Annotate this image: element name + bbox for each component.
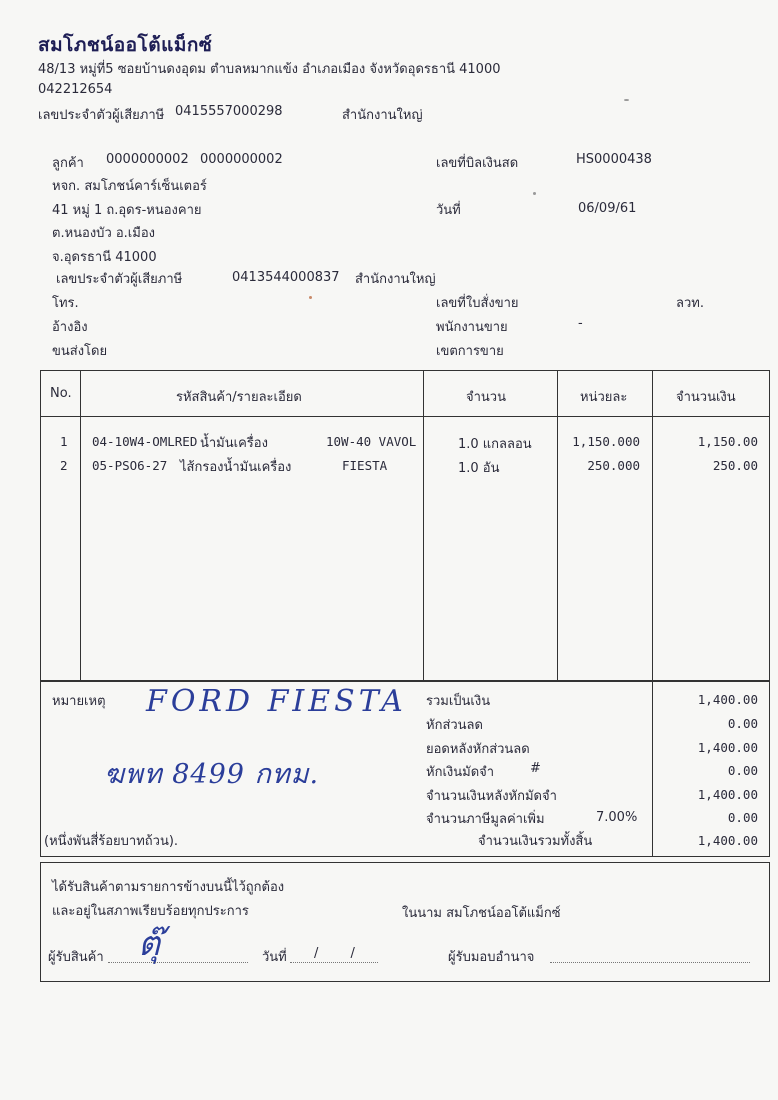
th-description: รหัสสินค้า/รายละเอียด	[176, 390, 302, 405]
total-label-vat: จำนวนภาษีมูลค่าเพิ่ม	[426, 812, 545, 827]
totals-divider	[652, 680, 653, 856]
col-divider-2	[423, 370, 424, 681]
notes-label: หมายเหตุ	[52, 694, 106, 709]
th-no: No.	[50, 386, 72, 401]
row-spec: FIESTA	[342, 458, 388, 473]
authorized-label: ผู้รับมอบอำนาจ	[448, 950, 535, 965]
company-branch: สำนักงานใหญ่	[342, 108, 423, 123]
customer-addr2: ต.หนองบัว อ.เมือง	[52, 226, 155, 241]
customer-ship-label: ขนส่งโดย	[52, 344, 108, 359]
scan-speck	[309, 296, 312, 299]
total-value-vat: 0.00	[727, 810, 758, 825]
customer-tax-id: 0413544000837	[232, 270, 340, 285]
total-label-discount: หักส่วนลด	[426, 718, 483, 733]
row-amount: 1,150.00	[697, 434, 758, 449]
total-value-discount: 0.00	[727, 716, 758, 731]
total-value-deposit: 0.00	[727, 763, 758, 778]
row-unit-price: 1,150.000	[572, 434, 640, 449]
total-value-subtotal: 1,400.00	[697, 692, 758, 707]
th-amount: จำนวนเงิน	[676, 390, 736, 405]
total-label-grand: จำนวนเงินรวมทั้งสิ้น	[478, 834, 593, 849]
handwritten-car-model: FORD FIESTA	[146, 684, 407, 719]
vat-rate: 7.00%	[596, 810, 638, 825]
scan-speck	[533, 192, 536, 195]
receiver-label: ผู้รับสินค้า	[48, 950, 104, 965]
total-label-after-discount: ยอดหลังหักส่วนลด	[426, 742, 530, 757]
receive-date-label: วันที่	[262, 950, 287, 965]
row-unit-price: 250.000	[587, 458, 640, 473]
company-tax-label: เลขประจำตัวผู้เสียภาษี	[38, 108, 165, 123]
footer-received-line1: ได้รับสินค้าตามรายการข้างบนนี้ไว้ถูกต้อง	[52, 880, 285, 895]
sales-value: -	[578, 316, 583, 331]
header-divider	[40, 416, 770, 417]
row-qty: 1.0 อัน	[458, 461, 500, 476]
row-desc: น้ำมันเครื่อง	[200, 436, 268, 451]
company-name: สมโภชน์ออโต้แม็กซ์	[38, 34, 213, 56]
deposit-mark: #	[530, 761, 541, 776]
row-no: 2	[60, 458, 68, 473]
customer-name: หจก. สมโภชน์คาร์เซ็นเตอร์	[52, 179, 207, 194]
company-address: 48/13 หมู่ที่5 ซอยบ้านดงอุดม ตำบลหมากแข้ง อำเภอเมือง จังหวัดอุดรธานี 41000	[38, 62, 501, 77]
total-value-after-deposit: 1,400.00	[697, 787, 758, 802]
col-divider-4	[652, 370, 653, 681]
total-label-after-deposit: จำนวนเงินหลังหักมัดจำ	[426, 789, 557, 804]
footer-on-behalf: ในนาม สมโภชน์ออโต้แม็กซ์	[402, 906, 561, 921]
customer-addr3: จ.อุดรธานี 41000	[52, 250, 157, 265]
invoice-number-label: เลขที่บิลเงินสด	[436, 156, 519, 171]
customer-branch: สำนักงานใหญ่	[355, 272, 436, 287]
receive-date-line	[290, 962, 378, 963]
th-qty: จำนวน	[466, 390, 506, 405]
col-divider-3	[557, 370, 558, 681]
th-unit-price: หน่วยละ	[580, 390, 628, 405]
customer-code1: 0000000002	[106, 152, 189, 167]
sales-label: พนักงานขาย	[436, 320, 508, 335]
authorized-sign-line	[550, 962, 750, 963]
company-phone: 042212654	[38, 82, 113, 97]
row-amount: 250.00	[712, 458, 758, 473]
po-value: ลวท.	[676, 296, 704, 311]
customer-label: ลูกค้า	[52, 156, 84, 171]
customer-ref-label: อ้างอิง	[52, 320, 88, 335]
total-value-grand: 1,400.00	[697, 833, 758, 848]
amount-in-words: (หนึ่งพันสี่ร้อยบาทถ้วน).	[44, 834, 179, 849]
row-code: 04-10W4-OMLRED	[92, 434, 198, 449]
customer-addr1: 41 หมู่ 1 ถ.อุดร-หนองคาย	[52, 203, 202, 218]
po-label: เลขที่ใบสั่งขาย	[436, 296, 519, 311]
row-desc: ไส้กรองน้ำมันเครื่อง	[180, 460, 292, 475]
handwritten-plate: ฆพท 8499 กทม.	[104, 759, 320, 790]
total-label-subtotal: รวมเป็นเงิน	[426, 694, 491, 709]
scan-speck	[624, 99, 629, 101]
receive-date-value: / /	[314, 946, 369, 961]
footer-received-line2: และอยู่ในสภาพเรียบร้อยทุกประการ	[52, 904, 249, 919]
col-divider-1	[80, 370, 81, 681]
receiver-signature: ตุ๊	[138, 924, 161, 964]
receiver-sign-line	[108, 962, 248, 963]
total-value-after-discount: 1,400.00	[697, 740, 758, 755]
row-qty: 1.0 แกลลอน	[458, 437, 532, 452]
customer-phone-label: โทร.	[52, 296, 79, 311]
total-label-deposit: หักเงินมัดจำ	[426, 765, 495, 780]
customer-code2: 0000000002	[200, 152, 283, 167]
company-tax-id: 0415557000298	[175, 104, 283, 119]
invoice-number: HS0000438	[576, 152, 652, 167]
invoice-date-label: วันที่	[436, 203, 461, 218]
row-code: 05-PSO6-27	[92, 458, 168, 473]
row-no: 1	[60, 434, 68, 449]
row-spec: 10W-40 VAVOL	[326, 434, 417, 449]
invoice-date: 06/09/61	[578, 201, 637, 216]
customer-tax-label: เลขประจำตัวผู้เสียภาษี	[56, 272, 183, 287]
zone-label: เขตการขาย	[436, 344, 504, 359]
